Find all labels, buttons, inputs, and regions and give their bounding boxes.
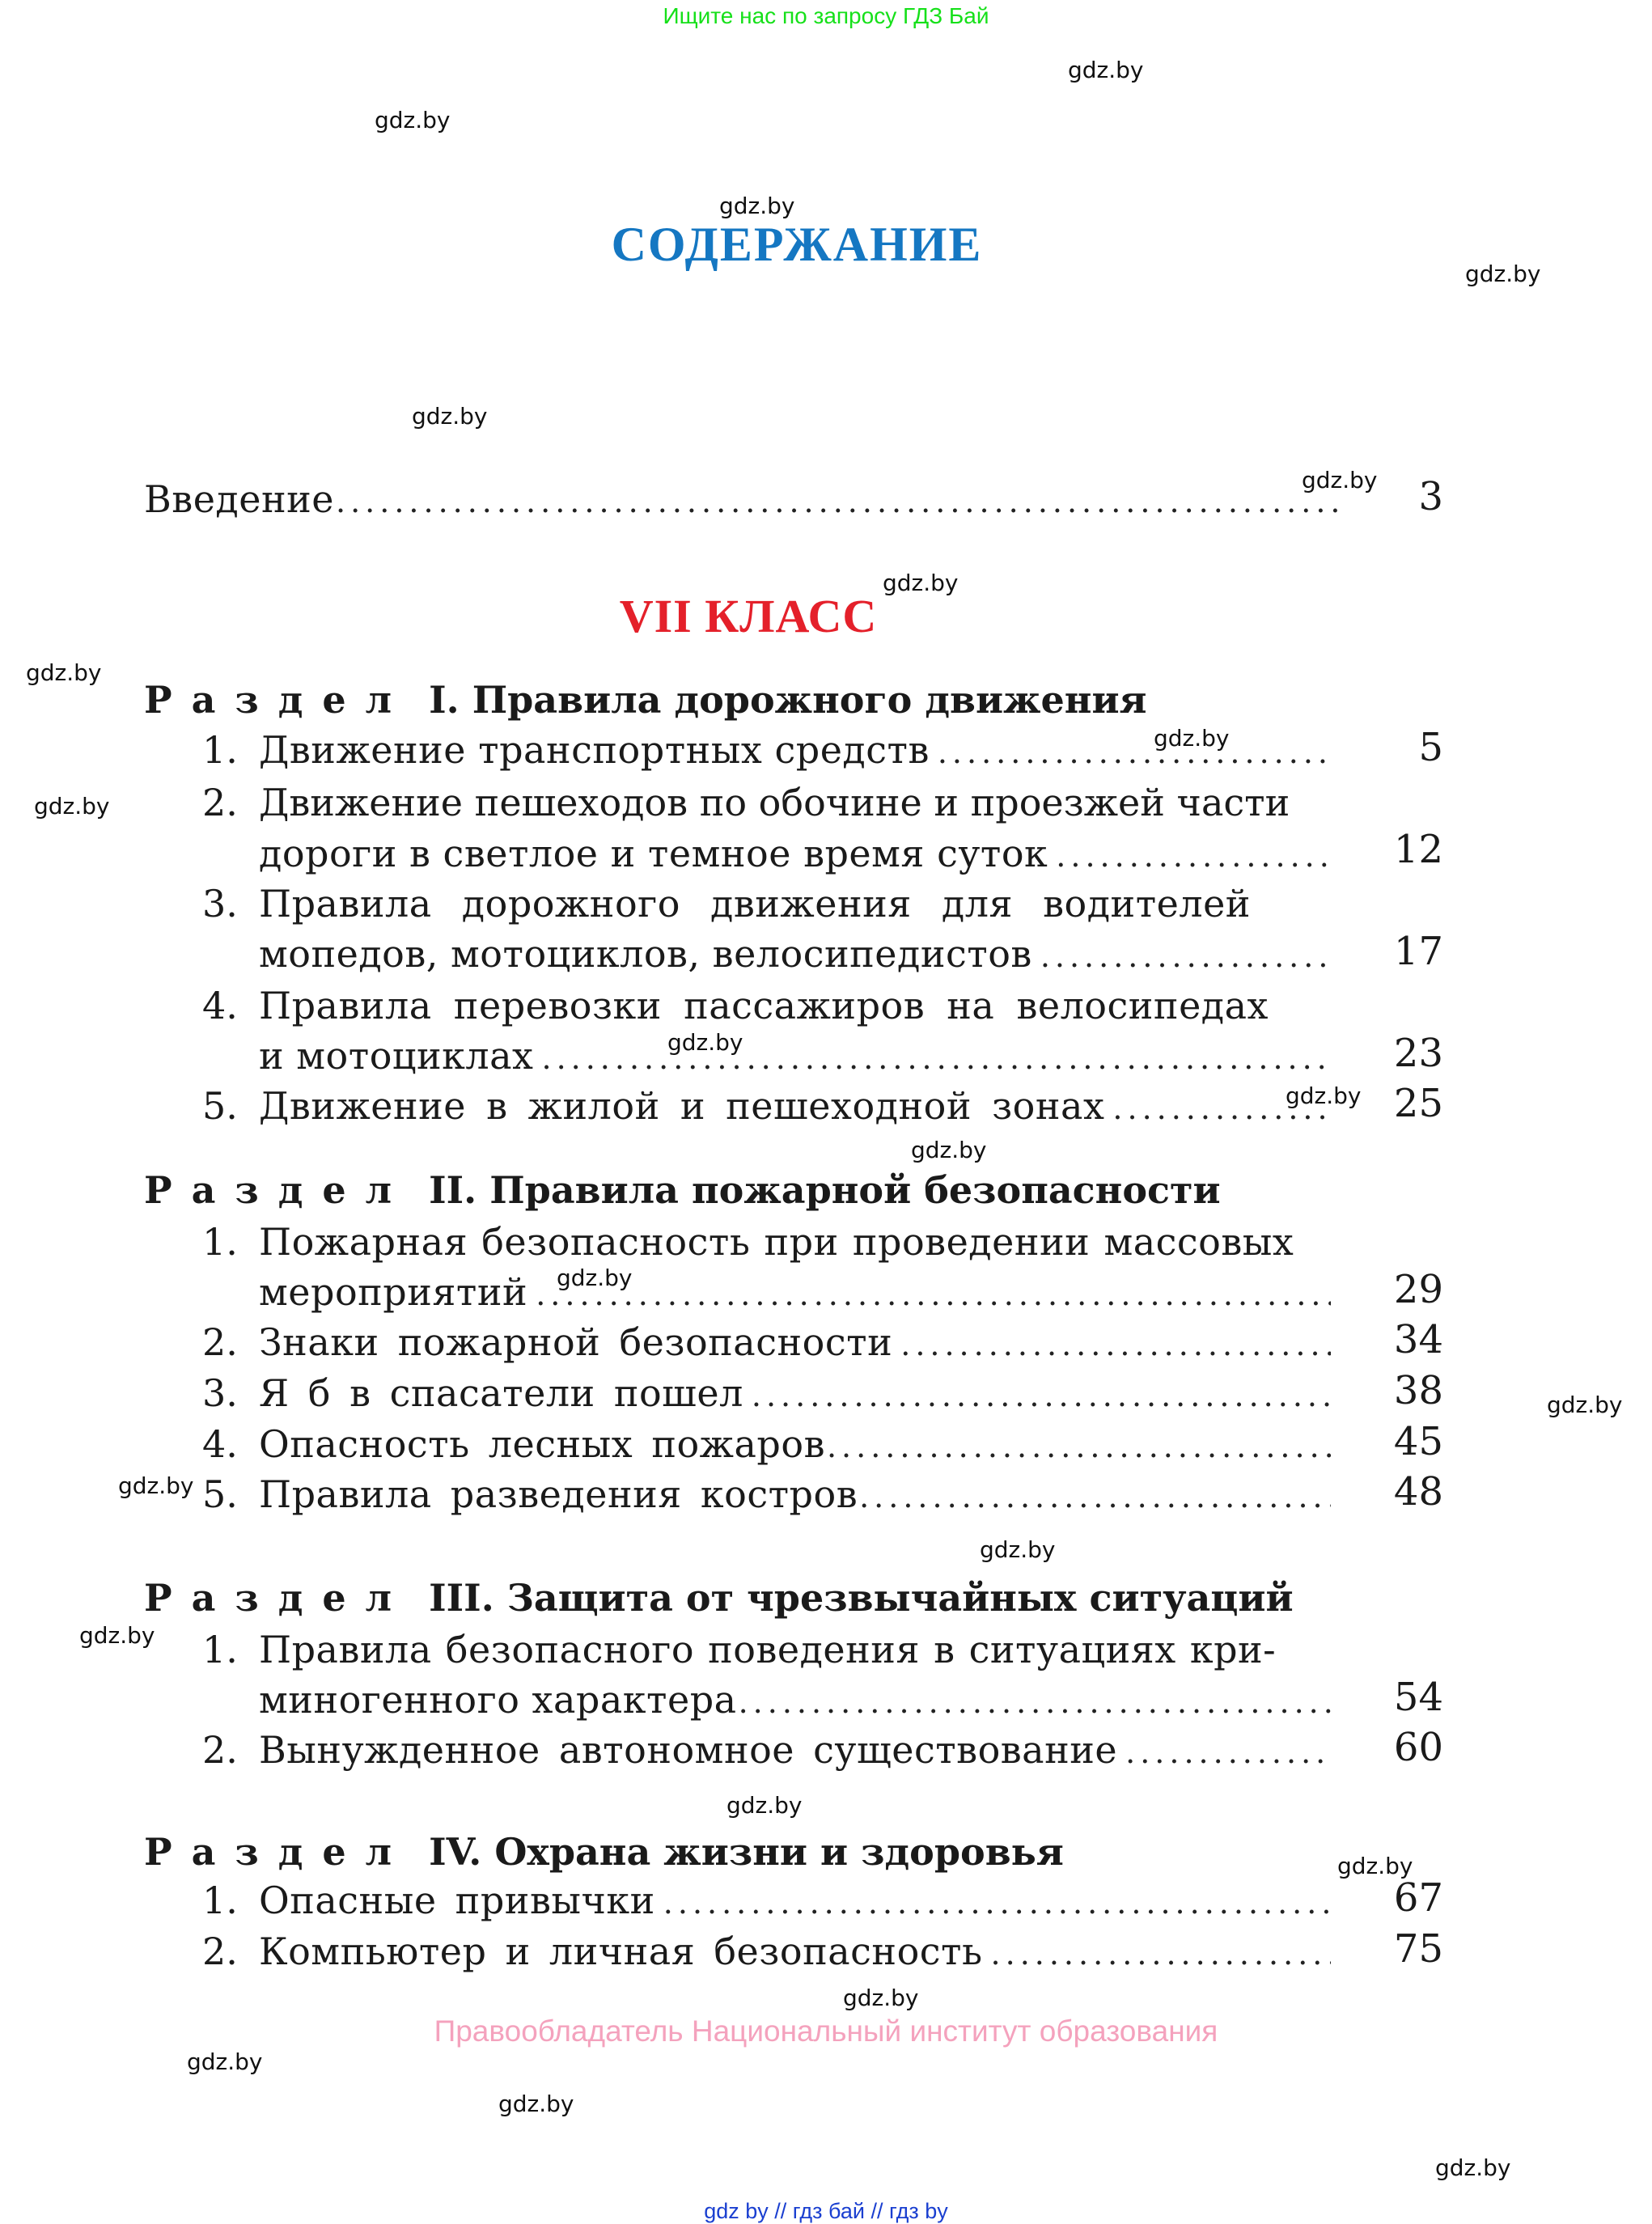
watermark: gdz.by [843,1985,919,2011]
toc-row-continued[interactable] [259,1678,1331,1728]
item-title: Вынужденное автономное существование [259,1728,1118,1772]
item-title-cont: дороги в светлое и темное время суток [259,832,1048,875]
watermark: gdz.by [1337,1853,1413,1879]
watermark: gdz.by [34,793,110,820]
toc-row[interactable] [202,1371,1331,1421]
toc-page-number: 45 [1393,1419,1443,1464]
item-title: Правила перевозки пассажиров на велосипедах [259,984,1269,1027]
watermark: gdz.by [79,1622,155,1649]
item-number: 2. [202,781,238,824]
section-heading-3 [144,1576,1294,1626]
toc-page-number: 25 [1393,1081,1443,1126]
toc-row[interactable] [202,1628,1331,1678]
item-title: Пожарная безопасность при проведении массовых [259,1220,1294,1264]
watermark: gdz.by [1302,467,1378,494]
section-word: Раздел [144,678,412,722]
item-title-cont: миногенного характера [259,1678,737,1722]
watermark: gdz.by [883,570,959,596]
footer-links[interactable]: gdz by // гдз бай // гдз by [704,2199,948,2223]
item-title: Движение пешеходов по обочине и проезжей части [259,781,1290,824]
top-banner: Ищите нас по запросу ГДЗ Бай [663,3,989,28]
item-title: Опасность лесных пожаров [259,1422,825,1466]
section-number: II. [429,1168,477,1212]
toc-page-number: 17 [1393,929,1443,974]
watermark: gdz.by [980,1536,1056,1563]
leader-dots [827,1429,1331,1464]
section-heading-4 [144,1830,1064,1880]
item-number: 5. [202,1084,238,1128]
toc-entry-label: Введение [144,477,335,521]
watermark: gdz.by [726,1792,803,1819]
section-heading-1 [144,678,1147,728]
item-number: 1. [202,728,238,772]
section-title: Охрана жизни и здоровья [494,1830,1064,1874]
watermark: gdz.by [1154,725,1230,752]
section-word: Раздел [144,1576,412,1620]
item-title-cont: мероприятий [259,1270,528,1314]
toc-row[interactable] [202,1472,1331,1523]
toc-row-intro[interactable] [144,477,1341,527]
toc-page-number: 34 [1393,1317,1443,1362]
leader-dots [859,1479,1331,1514]
leader-dots [991,1936,1331,1972]
toc-row[interactable] [202,1084,1331,1134]
watermark: gdz.by [1547,1392,1623,1418]
item-title: Правила безопасного поведения в ситуациях кри- [259,1628,1277,1671]
leader-dots [1056,838,1331,874]
watermark: gdz.by [26,659,102,686]
toc-page-number: 5 [1418,725,1443,770]
watermark: gdz.by [1465,261,1541,287]
watermark: gdz.by [911,1137,987,1163]
item-number: 5. [202,1472,238,1516]
toc-row-continued[interactable] [259,832,1331,882]
item-number: 1. [202,1628,238,1671]
toc-row[interactable] [202,1320,1331,1370]
item-number: 3. [202,1371,238,1415]
toc-row[interactable] [202,984,1331,1034]
toc-row[interactable] [202,781,1331,831]
copyright-notice: Правообладатель Национальный институт образования [434,2014,1218,2048]
watermark: gdz.by [557,1265,633,1291]
item-title: Правила разведения костров [259,1472,858,1516]
toc-page-number: 23 [1393,1031,1443,1076]
toc-page-number: 12 [1393,827,1443,872]
section-number: III. [429,1576,494,1620]
leader-dots [541,1040,1331,1076]
leader-dots [739,1684,1331,1720]
item-title: Я б в спасатели пошел [259,1371,743,1415]
section-word: Раздел [144,1830,412,1874]
item-title: Знаки пожарной безопасности [259,1320,893,1364]
section-word: Раздел [144,1168,412,1212]
toc-page-number: 54 [1393,1675,1443,1720]
item-title: Правила дорожного движения для водителей [259,882,1251,926]
item-number: 2. [202,1930,238,1973]
leader-dots [1125,1735,1331,1770]
section-title: Правила дорожного движения [472,678,1147,722]
toc-row[interactable] [202,1930,1331,1980]
section-title: Защита от чрезвычайных ситуаций [506,1576,1294,1620]
watermark: gdz.by [667,1029,743,1056]
item-number: 4. [202,984,238,1027]
item-number: 3. [202,882,238,926]
section-number: IV. [429,1830,482,1874]
watermark: gdz.by [1286,1082,1362,1109]
leader-dots [663,1885,1331,1921]
leader-dots [336,484,1341,519]
item-title: Опасные привычки [259,1879,655,1922]
leader-dots [1040,938,1331,974]
toc-row-continued[interactable] [259,932,1331,982]
leader-dots [900,1327,1331,1362]
section-heading-2 [144,1168,1221,1218]
watermark: gdz.by [412,403,488,430]
watermark: gdz.by [498,2091,574,2117]
grade-heading: VII КЛАСС [619,590,878,642]
item-title: Движение в жилой и пешеходной зонах [259,1084,1105,1128]
item-title-cont: и мотоциклах [259,1034,534,1078]
toc-page-number: 67 [1393,1875,1443,1921]
page-title: СОДЕРЖАНИЕ [611,218,983,271]
item-number: 4. [202,1422,238,1466]
section-title: Правила пожарной безопасности [489,1168,1221,1212]
item-number: 1. [202,1220,238,1264]
toc-page-number: 3 [1418,474,1443,519]
toc-row-continued[interactable] [259,1034,1331,1084]
toc-page-number: 75 [1393,1926,1443,1972]
watermark: gdz.by [375,107,451,133]
watermark: gdz.by [187,2048,263,2075]
item-title-cont: мопедов, мотоциклов, велосипедистов [259,932,1032,976]
toc-row[interactable] [202,1220,1331,1270]
toc-row[interactable] [202,882,1331,932]
toc-row[interactable] [202,1879,1331,1929]
watermark: gdz.by [1068,57,1144,83]
toc-page-number: 29 [1393,1267,1443,1312]
item-title: Движение транспортных средств [259,728,930,772]
toc-row-continued[interactable] [259,1270,1331,1320]
item-number: 2. [202,1728,238,1772]
toc-page-number: 48 [1393,1469,1443,1514]
item-title: Компьютер и личная безопасность [259,1930,983,1973]
leader-dots [536,1277,1331,1312]
toc-row[interactable] [202,1728,1331,1778]
item-number: 1. [202,1879,238,1922]
toc-page-number: 60 [1393,1725,1443,1770]
watermark: gdz.by [118,1472,194,1499]
section-number: I. [429,678,460,722]
toc-row[interactable] [202,1422,1331,1472]
watermark: gdz.by [1435,2154,1511,2181]
watermark: gdz.by [719,193,795,219]
leader-dots [938,735,1331,770]
item-number: 2. [202,1320,238,1364]
toc-page-number: 38 [1393,1368,1443,1413]
leader-dots [752,1378,1331,1413]
